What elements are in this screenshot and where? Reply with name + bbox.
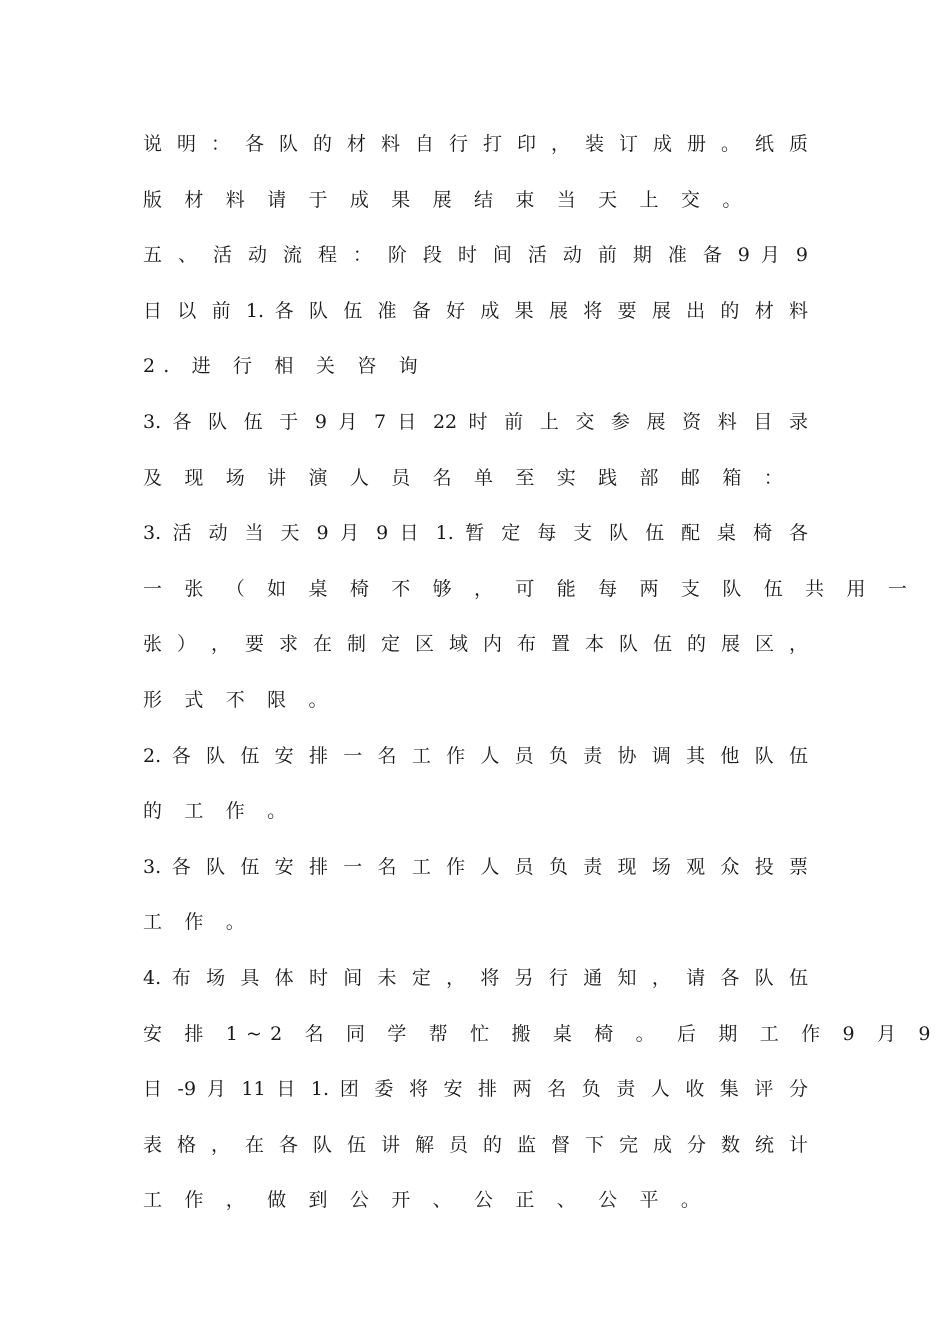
text-line-17: 安 排 1~2 名 同 学 帮 忙 搬 桌 椅 。 后 期 工 作 9 月 9: [143, 1022, 939, 1045]
text-line-10: 张 ） ， 要 求 在 制 定 区 域 内 布 置 本 队 伍 的 展 区 ，: [143, 633, 808, 656]
text-line-14: 3. 各 队 伍 安 排 一 名 工 作 人 员 负 责 现 场 观 众 投 票: [143, 855, 808, 878]
text-line-8: 3. 活 动 当 天 9 月 9 日 1. 暂 定 每 支 队 伍 配 桌 椅 各: [143, 522, 808, 545]
text-line-3: 五 、 活 动 流 程 ： 阶 段 时 间 活 动 前 期 准 备 9 月 9: [143, 244, 808, 267]
text-line-9: 一 张 （ 如 桌 椅 不 够 ， 可 能 每 两 支 队 伍 共 用 一: [143, 577, 916, 600]
text-line-20: 工 作 ， 做 到 公 开 、 公 正 、 公 平 。: [143, 1189, 709, 1212]
text-line-11: 形 式 不 限 。: [143, 688, 336, 711]
document-body: [143, 117, 939, 1229]
text-line-7: 及 现 场 讲 演 人 员 名 单 至 实 践 部 邮 箱 ：: [143, 466, 791, 489]
text-line-6: 3. 各 队 伍 于 9 月 7 日 22 时 前 上 交 参 展 资 料 目 录: [143, 410, 808, 433]
text-line-16: 4. 布 场 具 体 时 间 未 定 ， 将 另 行 通 知 ， 请 各 队 伍: [143, 966, 808, 989]
text-line-4: 日 以 前 1. 各 队 伍 准 备 好 成 果 展 将 要 展 出 的 材 料: [143, 299, 808, 322]
text-line-1: 说 明 ： 各 队 的 材 料 自 行 打 印 ， 装 订 成 册 。 纸 质: [143, 133, 808, 155]
text-line-2: 版 材 料 请 于 成 果 展 结 束 当 天 上 交 。: [143, 188, 750, 211]
text-line-13: 的 工 作 。: [143, 800, 295, 823]
text-line-18: 日 -9 月 11 日 1. 团 委 将 安 排 两 名 负 责 人 收 集 评 分: [143, 1078, 808, 1101]
text-line-15: 工 作 。: [143, 911, 253, 934]
text-line-12: 2. 各 队 伍 安 排 一 名 工 作 人 员 负 责 协 调 其 他 队 伍: [143, 744, 808, 767]
text-line-5: 2. 进 行 相 关 咨 询: [143, 355, 426, 378]
text-line-19: 表 格 ， 在 各 队 伍 讲 解 员 的 监 督 下 完 成 分 数 统 计: [143, 1133, 808, 1156]
